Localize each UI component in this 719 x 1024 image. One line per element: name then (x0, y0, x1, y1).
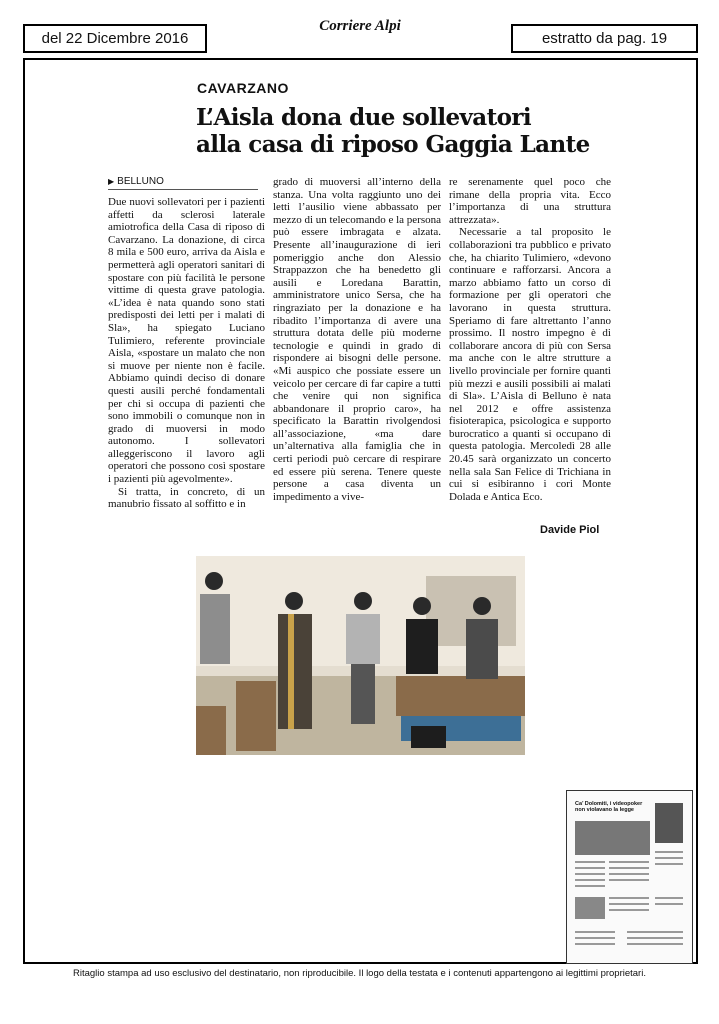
thumbnail-image (655, 803, 683, 843)
byline: Davide Piol (540, 524, 600, 536)
locality-label: BELLUNO (117, 176, 164, 187)
article-kicker: CAVARZANO (197, 80, 289, 96)
article-column-1 (108, 196, 265, 511)
page-reference: estratto da pag. 19 (541, 30, 668, 47)
headline-line-2: alla casa di riposo Gaggia Lante (196, 131, 590, 158)
triangle-marker-icon: ▶ (108, 177, 115, 186)
paragraph: Si tratta, in concreto, di un manubrio fissato al soffitto e in (108, 485, 265, 511)
thumbnail-image (575, 897, 605, 919)
article-column-3 (449, 176, 611, 503)
masthead-logo: Corriere Alpi (319, 18, 401, 34)
thumbnail-image (575, 821, 650, 855)
article-headline (196, 104, 590, 158)
headline-line-1: L’Aisla dona due sollevatori (196, 104, 532, 131)
date-box (23, 24, 207, 53)
locality-tag (108, 176, 258, 190)
paragraph: re serenamente quel poco che rimane della propria vita. Ecco l’importanza di una struttura attrezzata». (449, 176, 611, 226)
paragraph: Necessarie a tal proposito le collaborazioni tra pubblico e privato che, ha chiarito Tulimiero, «devono continuare e rafforzarsi. Ancora a marzo abbiamo fatto un corso di formazione per gli operatori che lavorano in questa struttura. Speriamo di fare altrettanto l’anno prossimo. Il nostro impegno è di collaborare ancora di più con Sersa ma anche con le altre strutture a livello provinciale per fornire quanti più mezzi e ausili possibili ai malati di Sla». L’Aisla di Belluno è nata nel 2012 e offre assistenza fisioterapica, psicologica e supporto burocratico a quanti si occupano di questa patologia. Mercoledì 28 alle 20.45 sarà organizzato un concerto nella sala San Felice di Trichiana in cui si esibiranno i cori Monte Dolada e Antica Eco. (449, 226, 611, 503)
page-ref-box (511, 24, 698, 53)
paragraph: grado di muoversi all’interno della stanza. Una volta raggiunto uno dei letti l’ausilio viene abbassato per mezzo di un telecomando e la persona può essere imbragata e alzata. Presente all’inaugurazione di ieri pomeriggio anche don Alessio Strappazzon che ha benedetto gli ausili e Loredana Barattin, amministratore unico Sersa, che ha ringraziato per la donazione e ha ribadito l’importanza di avere una struttura dotata delle più moderne tecnologie e quindi in grado di rispondere ai bisogni delle persone. «Mi auspico che possiate essere un veicolo per cercare di far capire a tutti che venire qui non significa abbandonare il proprio caro», ha specificato la Barattin rivolgendosi all’associazione, «ma dare un’alternativa alla famiglia che in certi periodi può cercare di respirare ed essere più serena. Tenere queste persone a casa diventa un impedimento a vive- (273, 176, 441, 503)
thumbnail-headline: Ca’ Dolomiti, i videopoker non violavano la legge (575, 801, 643, 813)
article-photo (196, 556, 525, 755)
edition-date: del 22 Dicembre 2016 (41, 30, 189, 47)
page-thumbnail (566, 790, 693, 964)
paragraph: Due nuovi sollevatori per i pazienti affetti da sclerosi laterale amiotrofica della Casa di riposo di Cavarzano. La donazione, di circa 8 mila e 500 euro, arriva da Aisla e permetterà agli operatori sanitari di spostare con più facilità le persone vittime di questa grave patologia. «L’idea è nata quando sono stati predisposti dei letti per i malati di Sla», ha spiegato Luciano Tulimiero, referente provinciale Aisla, «spostare un malato che non si muove per niente non è facile. Abbiamo quindi deciso di donare questi ausili perché fondamentali per chi si occupa di pazienti che sono immobili o comunque non in grado di muoversi in modo autonomo. I sollevatori alleggeriscono il lavoro agli operatori che possono così spostare i pazienti più agevolmente». (108, 196, 265, 486)
copyright-notice: Ritaglio stampa ad uso esclusivo del destinatario, non riproducibile. Il logo della testata e i contenuti appartengono ai legittimi proprietari. (73, 968, 646, 979)
article-column-2 (273, 176, 441, 503)
photo-illustration (196, 556, 525, 755)
